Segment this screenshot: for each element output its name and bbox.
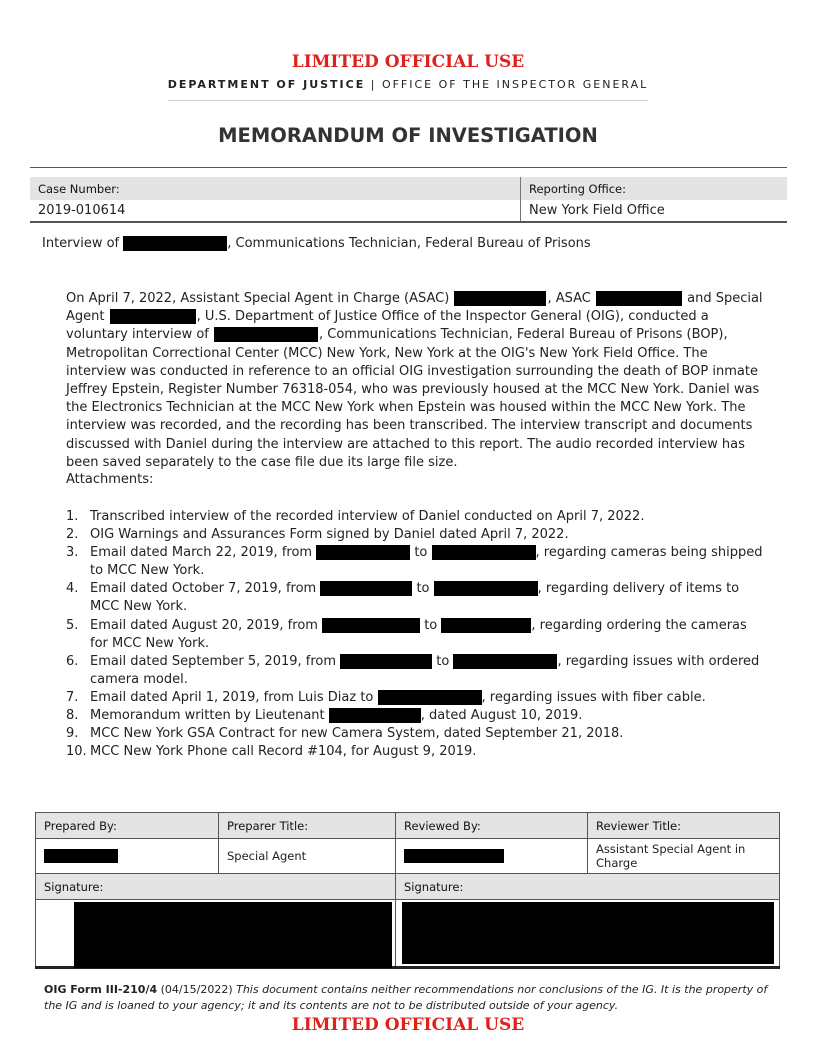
agency-office: OFFICE OF THE INSPECTOR GENERAL bbox=[381, 78, 649, 91]
item-text: , regarding cameras being shipped to MCC New York. bbox=[90, 545, 763, 579]
redaction-block bbox=[329, 708, 421, 723]
item-number: 2. bbox=[66, 527, 79, 543]
signature-label-left: Signature: bbox=[36, 874, 396, 900]
list-item bbox=[66, 508, 766, 526]
case-info-table bbox=[30, 177, 787, 223]
item-text: , dated August 10, 2019. bbox=[420, 708, 583, 724]
prepared-by-label: Prepared By: bbox=[36, 813, 219, 839]
redaction-block bbox=[432, 545, 536, 560]
item-number: 8. bbox=[66, 708, 79, 724]
item-number: 3. bbox=[66, 545, 79, 561]
body-text: , U.S. Department of Justice Office of the Inspector General (OIG), conducted a voluntary interview of bbox=[66, 309, 709, 343]
page-title: MEMORANDUM OF INVESTIGATION bbox=[218, 124, 598, 147]
list-item bbox=[66, 743, 766, 761]
redaction-block bbox=[322, 618, 420, 633]
item-text: Email dated October 7, 2019, from bbox=[90, 581, 321, 597]
preparer-title-value: Special Agent bbox=[219, 839, 396, 874]
list-item bbox=[66, 725, 766, 743]
item-text: , regarding issues with ordered camera model. bbox=[90, 653, 760, 687]
case-number-value: 2019-010614 bbox=[30, 200, 521, 222]
item-text: MCC New York GSA Contract for new Camera System, dated September 21, 2018. bbox=[90, 726, 624, 742]
body-text: On April 7, 2022, Assistant Special Agent in Charge (ASAC) bbox=[66, 291, 454, 306]
prepared-by-value bbox=[36, 839, 219, 874]
item-text: , regarding ordering the cameras for MCC New York. bbox=[90, 617, 747, 651]
item-number: 6. bbox=[66, 653, 79, 669]
redaction-block bbox=[441, 618, 531, 633]
attachments-label: Attachments: bbox=[66, 472, 154, 487]
item-text: Memorandum written by Lieutenant bbox=[90, 708, 329, 724]
item-number: 5. bbox=[66, 617, 79, 633]
redaction-block bbox=[340, 654, 432, 669]
item-text: to bbox=[410, 545, 432, 561]
item-text: Email dated March 22, 2019, from bbox=[90, 545, 317, 561]
item-text: Email dated April 1, 2019, from Luis Diaz to bbox=[90, 689, 378, 705]
subject-suffix: , Communications Technician, Federal Bureau of Prisons bbox=[227, 236, 591, 251]
list-item bbox=[66, 707, 766, 725]
agency-name: DEPARTMENT OF JUSTICE bbox=[167, 78, 366, 91]
agency-line bbox=[0, 78, 816, 91]
reviewed-by-value bbox=[396, 839, 588, 874]
agency-divider bbox=[168, 100, 648, 101]
item-text: Transcribed interview of the recorded interview of Daniel conducted on April 7, 2022. bbox=[90, 509, 645, 524]
redaction-block bbox=[214, 327, 318, 342]
item-text: MCC New York Phone call Record #104, for August 9, 2019. bbox=[90, 744, 477, 760]
redaction-block bbox=[378, 690, 482, 705]
reviewed-by-label: Reviewed By: bbox=[396, 813, 588, 839]
item-number: 1. bbox=[66, 509, 79, 524]
redaction-block bbox=[596, 291, 682, 306]
redaction-block bbox=[404, 849, 504, 863]
signature-box-right bbox=[396, 900, 780, 968]
preparer-title-label: Preparer Title: bbox=[219, 813, 396, 839]
redaction-block bbox=[123, 236, 227, 251]
redaction-block bbox=[316, 545, 410, 560]
footer-disclaimer: This document contains neither recommendations nor conclusions of the IG. It is the property of the IG and is loaned to your agency; it and its contents are not to be distributed outside of your agency. bbox=[44, 983, 768, 1012]
list-item bbox=[66, 580, 766, 616]
body-text: and Special Agent bbox=[66, 291, 763, 325]
item-text: Email dated September 5, 2019, from bbox=[90, 653, 341, 669]
agency-separator: | bbox=[365, 78, 382, 91]
signature-label-right: Signature: bbox=[396, 874, 780, 900]
title-divider bbox=[30, 167, 787, 168]
form-id: OIG Form III-210/4 bbox=[44, 983, 158, 996]
list-item bbox=[66, 689, 766, 707]
redaction-block bbox=[110, 309, 196, 324]
item-number: 7. bbox=[66, 689, 79, 705]
item-text: to bbox=[412, 581, 434, 597]
reporting-office-value: New York Field Office bbox=[521, 200, 788, 222]
form-footer bbox=[44, 982, 784, 1013]
redaction-block bbox=[434, 581, 538, 596]
reviewer-title-value: Assistant Special Agent in Charge bbox=[588, 839, 780, 874]
item-text: , regarding issues with fiber cable. bbox=[481, 689, 706, 705]
redaction-block bbox=[74, 902, 392, 968]
signature-table bbox=[35, 812, 780, 969]
form-date: (04/15/2022) bbox=[157, 983, 237, 996]
item-number: 10. bbox=[66, 744, 87, 760]
redaction-block bbox=[320, 581, 412, 596]
classification-banner-top: LIMITED OFFICIAL USE bbox=[291, 52, 525, 72]
list-item bbox=[66, 544, 766, 580]
classification-banner-bottom: LIMITED OFFICIAL USE bbox=[291, 1015, 525, 1035]
signature-box-left bbox=[36, 900, 396, 968]
item-text: OIG Warnings and Assurances Form signed by Daniel dated April 7, 2022. bbox=[90, 527, 569, 543]
item-text: , regarding delivery of items to MCC New York. bbox=[90, 581, 740, 615]
case-number-label: Case Number: bbox=[30, 177, 521, 200]
attachments-list bbox=[66, 508, 766, 761]
item-number: 4. bbox=[66, 581, 79, 597]
item-text: Email dated August 20, 2019, from bbox=[90, 617, 323, 633]
list-item bbox=[66, 617, 766, 653]
list-item bbox=[66, 526, 766, 544]
reporting-office-label: Reporting Office: bbox=[521, 177, 788, 200]
item-text: to bbox=[432, 653, 454, 669]
reviewer-title-label: Reviewer Title: bbox=[588, 813, 780, 839]
memo-body-paragraph bbox=[66, 290, 766, 472]
list-item bbox=[66, 653, 766, 689]
item-number: 9. bbox=[66, 726, 79, 742]
item-text: to bbox=[420, 617, 442, 633]
body-text: , Communications Technician, Federal Bureau of Prisons (BOP), Metropolitan Correctional Center (MCC) New York, New York at the OIG's New York Field Office. The interview was conducted in reference to an official OIG investigation surrounding the death of BOP inmate Jeffrey Epstein, Register Number 76318-054, who was previously housed at the MCC New York. Daniel was the Electronics Technician at the MCC New York when Epstein was housed within the MCC New York. The interview was recorded, and the recording has been transcribed. The interview transcript and documents discussed with Daniel during the interview are attached to this report. The audio recorded interview has been saved separately to the case file due its large file size. bbox=[66, 327, 760, 470]
body-text: , ASAC bbox=[547, 291, 595, 306]
interview-subject bbox=[42, 236, 591, 251]
subject-prefix: Interview of bbox=[42, 236, 124, 251]
redaction-block bbox=[454, 291, 546, 306]
redaction-block bbox=[402, 902, 774, 964]
redaction-block bbox=[453, 654, 557, 669]
redaction-block bbox=[44, 849, 118, 863]
